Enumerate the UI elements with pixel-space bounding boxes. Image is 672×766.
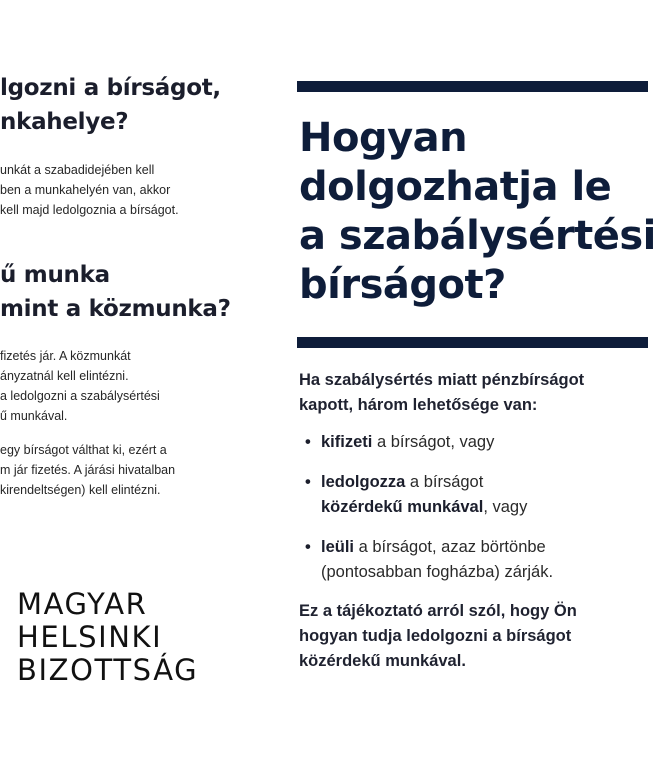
options-list [303, 430, 553, 585]
title-bar-top [297, 81, 648, 92]
bullet-icon: • [305, 473, 311, 491]
section2-paragraph-2: egy bírságot válthat ki, ezért a m jár fizetés. A járási hivatalban kirendeltségen) kell elintézni. [0, 443, 176, 497]
section1-paragraph: unkát a szabadidejében kell ben a munkahelyén van, akkor kell majd ledolgoznia a bírságot. [0, 163, 179, 217]
helsinki-committee-logo: MAGYAR HELSINKI BIZOTTSÁG [17, 587, 199, 687]
option-work-off: • ledolgozza a bírságot közérdekű munkával, vagy [303, 470, 553, 520]
bullet-icon: • [305, 538, 311, 556]
outro-text: Ez a tájékoztató arról szól, hogy Ön hogyan tudja ledolgozni a bírságot közérdekű munkával. [299, 602, 577, 670]
section2-paragraph-1: fizetés jár. A közmunkát ányzatnál kell elintézni. a ledolgozni a szabálysértési ű munkával. [0, 349, 160, 423]
section2-heading: ű munka mint a közmunka? [0, 262, 231, 322]
option-serve: • leüli a bírságot, azaz börtönbe (pontosabban fogházba) zárják. [303, 535, 553, 585]
bullet-icon: • [305, 433, 311, 451]
intro-text: Ha szabálysértés miatt pénzbírságot kapott, három lehetősége van: [299, 371, 585, 414]
page-title: Hogyan dolgozhatja le a szabálysértési bírságot? [299, 115, 656, 308]
title-bar-bottom [297, 337, 648, 348]
option-pay: • kifizeti a bírságot, vagy [303, 430, 553, 455]
section1-heading: lgozni a bírságot, nkahelye? [0, 75, 221, 135]
left-column [0, 0, 290, 766]
